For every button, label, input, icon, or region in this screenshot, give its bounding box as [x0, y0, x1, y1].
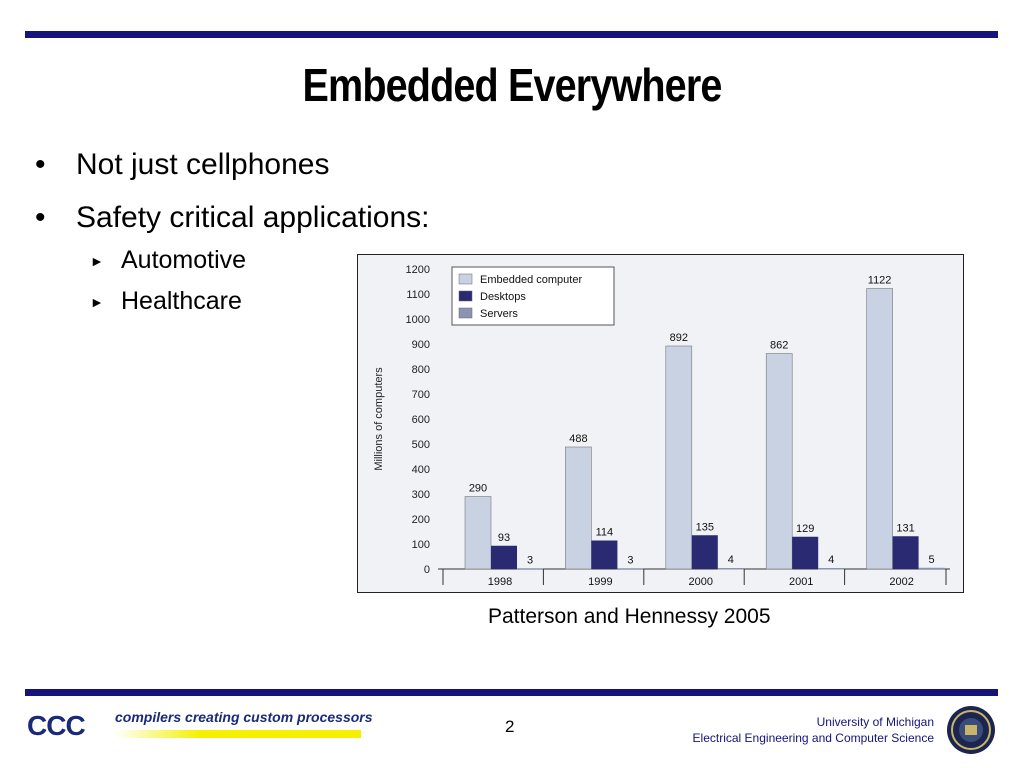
legend-swatch — [459, 308, 472, 318]
y-axis-label: Millions of computers — [373, 367, 385, 471]
university-seal-icon — [946, 705, 996, 755]
bar-servers — [517, 568, 543, 570]
x-tick-label: 2002 — [889, 576, 914, 588]
sub-bullet-text: Automotive — [121, 246, 247, 274]
bar-embedded-computer — [666, 346, 692, 569]
legend-swatch — [459, 274, 472, 284]
legend-label: Embedded computer — [480, 274, 583, 286]
x-tick-label: 1998 — [487, 576, 513, 588]
x-tick-label: 2001 — [788, 576, 814, 588]
data-label: 129 — [796, 522, 815, 535]
bar-servers — [617, 568, 643, 570]
data-label: 4 — [828, 554, 835, 566]
bar-servers — [919, 568, 945, 570]
x-tick-label: 1999 — [588, 576, 613, 588]
bar-embedded-computer — [867, 289, 893, 570]
y-tick-label: 600 — [411, 414, 430, 426]
logo-tagline: compilers creating custom processors — [115, 709, 373, 725]
top-rule — [25, 31, 998, 38]
bar-servers — [718, 568, 744, 570]
bar-desktops — [893, 536, 919, 569]
data-label: 4 — [727, 554, 734, 566]
bullet-text: Safety critical applications: — [76, 201, 430, 234]
y-tick-label: 100 — [411, 539, 430, 551]
legend-swatch — [459, 291, 472, 301]
logo-underline — [115, 730, 361, 738]
bar-embedded-computer — [565, 447, 591, 569]
bar-embedded-computer — [465, 497, 491, 570]
data-label: 488 — [569, 433, 588, 445]
data-label: 290 — [468, 482, 488, 495]
slide-title: Embedded Everywhere — [302, 59, 722, 111]
legend-label: Desktops — [480, 291, 526, 303]
bar-desktops — [792, 537, 818, 569]
sub-bullet-text: Healthcare — [121, 287, 242, 315]
bullet-text: Not just cellphones — [76, 148, 330, 181]
legend-label: Servers — [480, 308, 518, 320]
data-label: 3 — [526, 554, 534, 567]
university-name: University of Michigan — [816, 715, 934, 729]
y-tick-label: 500 — [411, 439, 430, 451]
ccc-logo — [27, 706, 373, 746]
y-tick-label: 400 — [411, 464, 430, 476]
y-tick-label: 900 — [411, 339, 430, 351]
y-tick-label: 1000 — [405, 314, 430, 326]
bullet-dot: • — [35, 201, 46, 234]
bar-embedded-computer — [766, 354, 792, 570]
bar-desktops — [692, 535, 718, 569]
bar-desktops — [591, 541, 617, 570]
page-number: 2 — [505, 717, 515, 736]
y-tick-label: 800 — [411, 364, 430, 376]
y-tick-label: 1200 — [405, 264, 430, 276]
y-tick-label: 0 — [423, 564, 430, 576]
x-tick-label: 2000 — [688, 576, 714, 588]
data-label: 862 — [770, 339, 789, 352]
y-tick-label: 700 — [411, 389, 430, 401]
bar-desktops — [491, 546, 517, 569]
data-label: 93 — [497, 531, 511, 544]
university-info — [693, 714, 934, 746]
data-label: 892 — [669, 332, 688, 344]
data-label: 1122 — [867, 274, 892, 287]
data-label: 114 — [595, 526, 614, 539]
triangle-bullet-icon: ► — [90, 294, 104, 310]
y-tick-label: 1100 — [406, 289, 430, 301]
bottom-rule — [25, 689, 998, 696]
data-label: 131 — [896, 522, 915, 535]
bullet-dot: • — [35, 148, 46, 181]
data-label: 135 — [695, 521, 714, 534]
department-name: Electrical Engineering and Computer Science — [692, 731, 934, 745]
data-label: 5 — [928, 553, 935, 566]
bar-servers — [818, 568, 844, 570]
y-tick-label: 300 — [411, 489, 430, 501]
logo-letters: CCC — [27, 710, 85, 741]
y-tick-label: 200 — [411, 514, 430, 526]
bar-chart — [357, 254, 964, 593]
chart-canvas — [358, 255, 963, 592]
triangle-bullet-icon: ► — [90, 253, 104, 269]
figure-caption: Patterson and Hennessy 2005 — [488, 605, 771, 628]
data-label: 3 — [627, 554, 634, 567]
